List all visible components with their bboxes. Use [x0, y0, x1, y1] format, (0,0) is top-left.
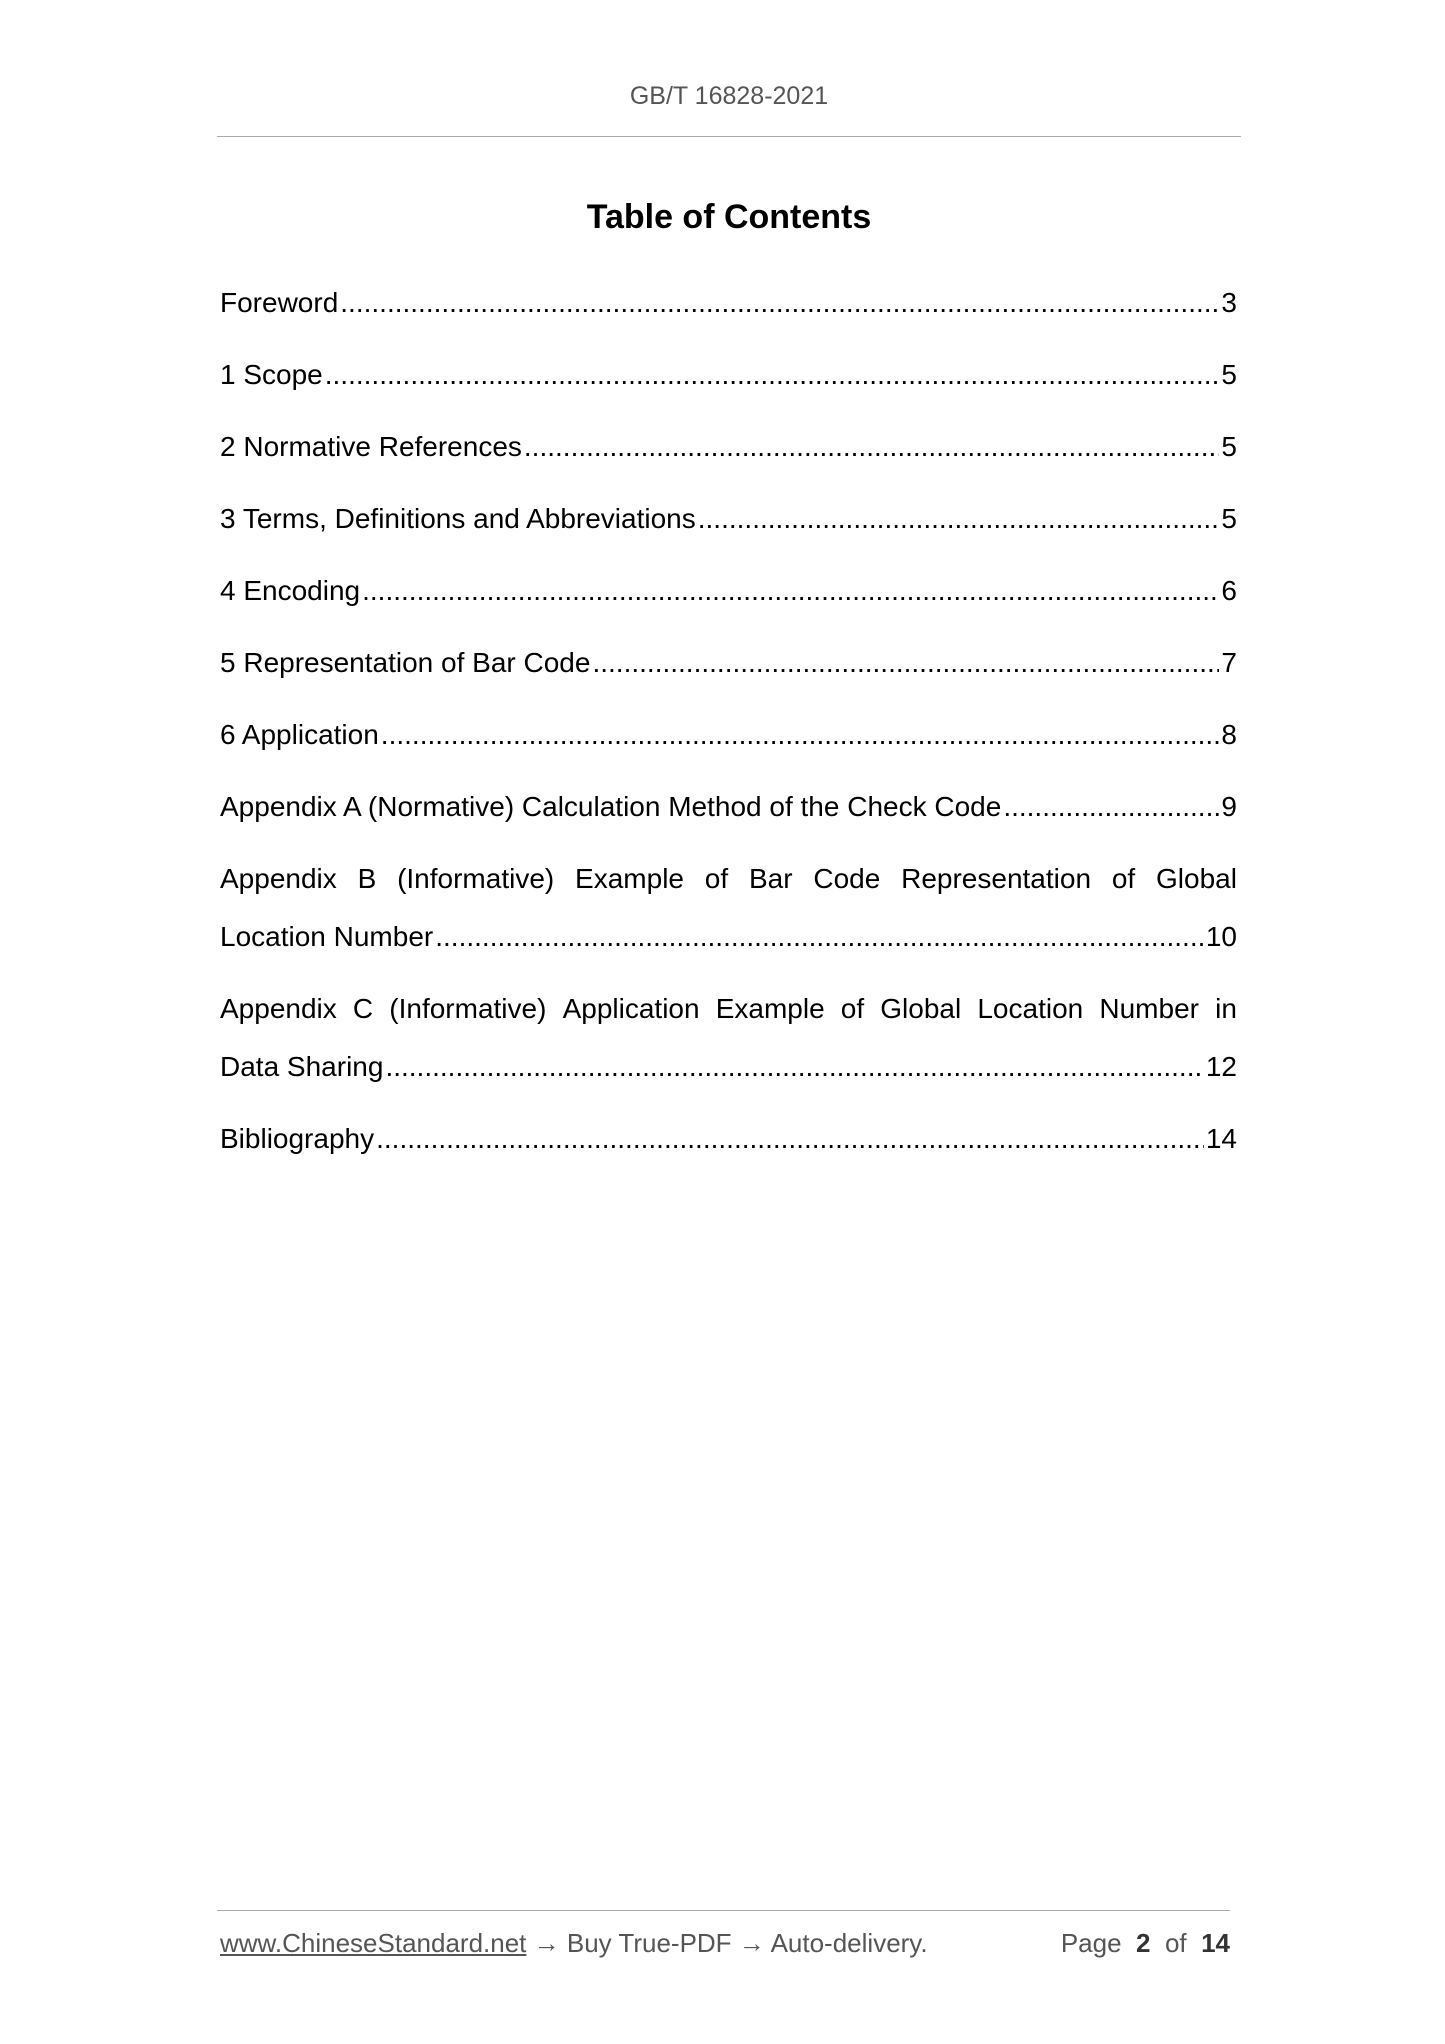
toc-entry-appendix-b[interactable] — [220, 854, 1237, 970]
toc-entry-normative-references[interactable] — [220, 422, 1237, 480]
toc-entry-page: 5 — [1221, 431, 1237, 462]
toc-entry-bibliography[interactable] — [220, 1114, 1237, 1172]
toc-word: Appendix — [220, 863, 337, 894]
page-number — [1061, 1928, 1230, 1959]
toc-dot-leader — [435, 912, 1204, 962]
footer-divider — [217, 1910, 1230, 1911]
toc-entry-label-line1 — [220, 854, 1237, 912]
toc-entry-page: 14 — [1205, 1123, 1237, 1154]
toc-dot-leader — [524, 422, 1220, 472]
toc-word: C — [352, 993, 374, 1024]
of-word: of — [1164, 1928, 1187, 1958]
toc-entry-page: 6 — [1221, 575, 1237, 606]
toc-entry-page: 10 — [1205, 921, 1237, 952]
toc-entry-terms-definitions[interactable] — [220, 494, 1237, 552]
toc-entry-page: 9 — [1221, 791, 1237, 822]
toc-entry-label-line1 — [220, 984, 1237, 1042]
toc-dot-leader — [698, 494, 1220, 544]
toc-entry-appendix-a[interactable] — [220, 782, 1237, 840]
toc-entry-page: 12 — [1205, 1051, 1237, 1082]
page-total: 14 — [1201, 1928, 1230, 1958]
toc-dot-leader — [385, 1042, 1203, 1092]
toc-entry-page: 8 — [1221, 719, 1237, 750]
toc-entry-scope[interactable] — [220, 350, 1237, 408]
toc-entry-label: 2 Normative References — [220, 431, 522, 462]
toc-word: Code — [813, 863, 881, 894]
toc-word: Global — [880, 993, 962, 1024]
toc-entry-label: 4 Encoding — [220, 575, 361, 606]
toc-word: Number — [1099, 993, 1199, 1024]
toc-entry-page: 3 — [1221, 287, 1237, 318]
toc-word: Appendix — [220, 993, 337, 1024]
toc-entry-appendix-c[interactable] — [220, 984, 1237, 1100]
toc-entry-label: Bibliography — [220, 1123, 375, 1154]
toc-entry-label: Appendix A (Normative) Calculation Method of the Check Code — [220, 791, 1002, 822]
website-link[interactable]: www.ChineseStandard.net — [220, 1928, 527, 1958]
toc-word: of — [1111, 863, 1136, 894]
toc-dot-leader — [376, 1114, 1204, 1164]
toc-entry-label: 6 Application — [220, 719, 379, 750]
toc-word: Representation — [901, 863, 1092, 894]
toc-dot-leader — [381, 710, 1220, 760]
toc-dot-leader — [340, 278, 1219, 328]
page-word: Page — [1060, 1928, 1122, 1958]
toc-entry-label: 5 Representation of Bar Code — [220, 647, 591, 678]
toc-entry-label: 1 Scope — [220, 359, 323, 390]
footer-tagline: → Buy True-PDF → Auto-delivery. — [526, 1928, 928, 1958]
toc-word: in — [1215, 993, 1237, 1024]
toc-word: B — [357, 863, 377, 894]
toc-dot-leader — [592, 638, 1219, 688]
toc-entry-page: 7 — [1221, 647, 1237, 678]
toc-word: Application — [562, 993, 700, 1024]
toc-entry-label: 3 Terms, Definitions and Abbreviations — [220, 503, 696, 534]
toc-entry-label: Data Sharing — [220, 1051, 384, 1082]
toc-title: Table of Contents — [586, 198, 872, 236]
toc-word: (Informative) — [397, 863, 555, 894]
toc-word: Example — [715, 993, 825, 1024]
toc-dot-leader — [1003, 782, 1219, 832]
page-current: 2 — [1136, 1928, 1151, 1958]
toc-word: Bar — [748, 863, 793, 894]
toc-word: of — [704, 863, 729, 894]
toc-word: (Informative) — [389, 993, 547, 1024]
toc-entry-label: Foreword — [220, 287, 339, 318]
toc-entry-bar-code-representation[interactable] — [220, 638, 1237, 696]
toc-entry-page: 5 — [1221, 503, 1237, 534]
toc-word: of — [840, 993, 865, 1024]
toc-word: Location — [977, 993, 1084, 1024]
toc-entry-label: Location Number — [220, 921, 434, 952]
toc-dot-leader — [325, 350, 1220, 400]
toc-entry-encoding[interactable] — [220, 566, 1237, 624]
toc-dot-leader — [362, 566, 1219, 616]
document-header-id: GB/T 16828-2021 — [629, 82, 829, 110]
toc-entry-foreword[interactable] — [220, 278, 1237, 336]
header-divider — [217, 136, 1241, 137]
toc-entry-application[interactable] — [220, 710, 1237, 768]
toc-word: Global — [1156, 863, 1237, 894]
toc-entry-page: 5 — [1221, 359, 1237, 390]
footer-promo — [220, 1928, 928, 1959]
toc-word: Example — [575, 863, 684, 894]
table-of-contents — [220, 278, 1237, 1186]
